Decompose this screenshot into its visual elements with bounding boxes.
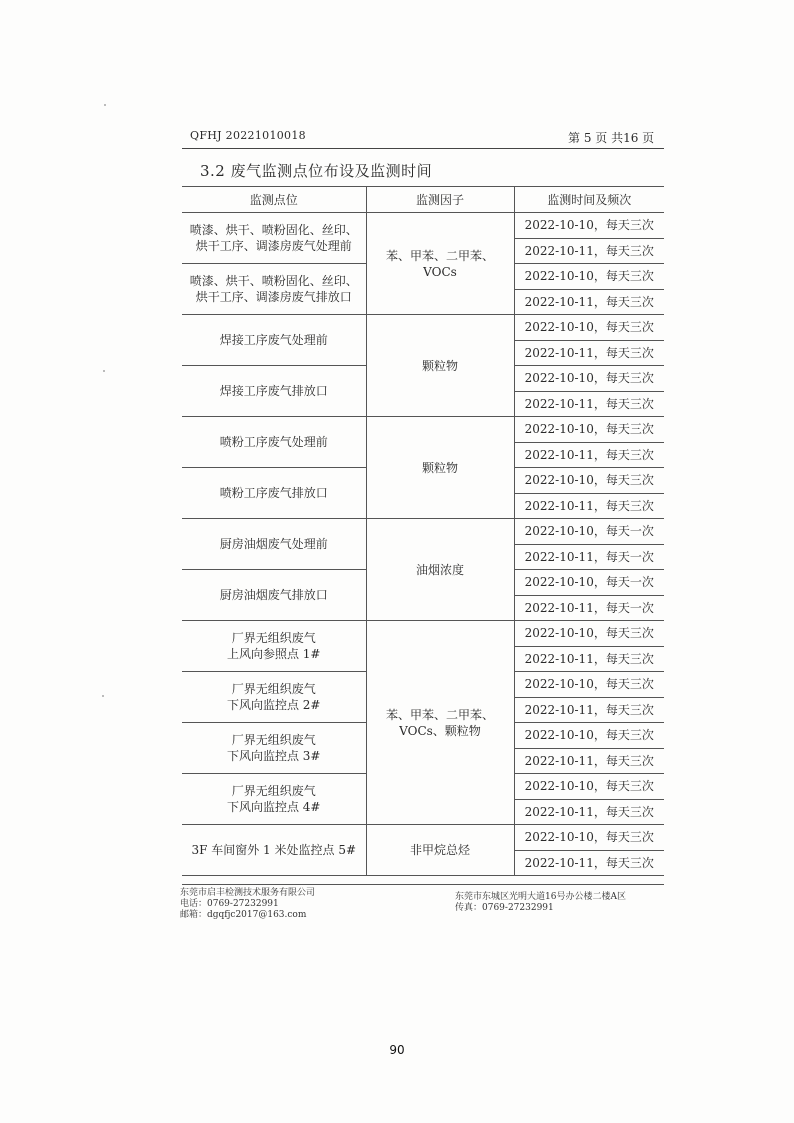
footer-company: 东莞市启丰检测技术服务有限公司 <box>180 888 316 898</box>
monitoring-point-cell: 厨房油烟废气排放口 <box>182 570 366 621</box>
monitoring-point-cell: 喷漆、烘干、喷粉固化、丝印、烘干工序、调漆房废气排放口 <box>182 264 366 315</box>
header-rule <box>182 148 664 149</box>
monitoring-point-cell: 焊接工序废气处理前 <box>182 315 366 366</box>
section-title: 3.2 废气监测点位布设及监测时间 <box>200 162 433 180</box>
monitoring-time-cell: 2022-10-11，每天三次 <box>514 442 664 468</box>
monitoring-time-cell: 2022-10-11，每天一次 <box>514 544 664 570</box>
page-info: 第 5 页 共16 页 <box>568 131 655 145</box>
table-body <box>182 213 664 876</box>
monitoring-time-cell: 2022-10-11，每天三次 <box>514 646 664 672</box>
footer-address: 东莞市东城区光明大道16号办公楼二楼A区 <box>455 892 626 902</box>
monitoring-point-cell: 厂界无组织废气 上风向参照点 1# <box>182 621 366 672</box>
monitoring-time-cell: 2022-10-11，每天三次 <box>514 799 664 825</box>
monitoring-factor-cell: 苯、甲苯、二甲苯、VOCs、颗粒物 <box>366 621 514 825</box>
document-code: QFHJ 20221010018 <box>190 129 306 142</box>
table-row <box>182 825 664 851</box>
table-row <box>182 621 664 647</box>
monitoring-time-cell: 2022-10-10，每天一次 <box>514 519 664 545</box>
monitoring-time-cell: 2022-10-10，每天一次 <box>514 570 664 596</box>
footer-rule <box>182 884 664 885</box>
monitoring-point-cell: 厂界无组织废气 下风向监控点 2# <box>182 672 366 723</box>
monitoring-time-cell: 2022-10-11，每天三次 <box>514 238 664 264</box>
monitoring-time-cell: 2022-10-11，每天三次 <box>514 391 664 417</box>
monitoring-factor-cell: 非甲烷总烃 <box>366 825 514 876</box>
monitoring-time-cell: 2022-10-10，每天三次 <box>514 366 664 392</box>
monitoring-time-cell: 2022-10-10，每天三次 <box>514 264 664 290</box>
monitoring-time-cell: 2022-10-10，每天三次 <box>514 621 664 647</box>
monitoring-point-cell: 厨房油烟废气处理前 <box>182 519 366 570</box>
monitoring-point-cell: 喷粉工序废气处理前 <box>182 417 366 468</box>
column-header: 监测因子 <box>366 187 514 213</box>
column-header: 监测点位 <box>182 187 366 213</box>
table-row <box>182 519 664 545</box>
monitoring-point-cell: 厂界无组织废气 下风向监控点 3# <box>182 723 366 774</box>
monitoring-point-cell: 3F 车间窗外 1 米处监控点 5# <box>182 825 366 876</box>
monitoring-time-cell: 2022-10-11，每天一次 <box>514 595 664 621</box>
page-number: 90 <box>389 1043 405 1057</box>
table-header-row <box>182 187 664 213</box>
monitoring-time-cell: 2022-10-11，每天三次 <box>514 289 664 315</box>
monitoring-factor-cell: 苯、甲苯、二甲苯、VOCs <box>366 213 514 315</box>
monitoring-point-cell: 喷粉工序废气排放口 <box>182 468 366 519</box>
monitoring-time-cell: 2022-10-10，每天三次 <box>514 315 664 341</box>
table-row <box>182 315 664 341</box>
monitoring-time-cell: 2022-10-10，每天三次 <box>514 672 664 698</box>
column-header: 监测时间及频次 <box>514 187 664 213</box>
footer-email: 邮箱：dgqfjc2017@163.com <box>180 910 307 920</box>
monitoring-time-cell: 2022-10-11，每天三次 <box>514 748 664 774</box>
monitoring-time-cell: 2022-10-10，每天三次 <box>514 213 664 239</box>
monitoring-time-cell: 2022-10-11，每天三次 <box>514 850 664 876</box>
footer-phone: 电话：0769-27232991 <box>180 899 279 909</box>
monitoring-factor-cell: 油烟浓度 <box>366 519 514 621</box>
monitoring-time-cell: 2022-10-11，每天三次 <box>514 697 664 723</box>
monitoring-time-cell: 2022-10-10，每天三次 <box>514 417 664 443</box>
scan-speck <box>102 695 104 697</box>
monitoring-factor-cell: 颗粒物 <box>366 417 514 519</box>
monitoring-time-cell: 2022-10-10，每天三次 <box>514 468 664 494</box>
monitoring-point-cell: 厂界无组织废气 下风向监控点 4# <box>182 774 366 825</box>
monitoring-point-cell: 焊接工序废气排放口 <box>182 366 366 417</box>
footer-right <box>455 892 626 914</box>
monitoring-table <box>182 186 664 876</box>
monitoring-time-cell: 2022-10-11，每天三次 <box>514 340 664 366</box>
monitoring-time-cell: 2022-10-11，每天三次 <box>514 493 664 519</box>
monitoring-time-cell: 2022-10-10，每天三次 <box>514 774 664 800</box>
table-row <box>182 417 664 443</box>
monitoring-time-cell: 2022-10-10，每天三次 <box>514 825 664 851</box>
footer-fax: 传真：0769-27232991 <box>455 903 554 913</box>
monitoring-time-cell: 2022-10-10，每天三次 <box>514 723 664 749</box>
monitoring-factor-cell: 颗粒物 <box>366 315 514 417</box>
scan-speck <box>104 104 106 106</box>
table-row <box>182 213 664 239</box>
footer-left <box>180 888 315 921</box>
monitoring-point-cell: 喷漆、烘干、喷粉固化、丝印、烘干工序、调漆房废气处理前 <box>182 213 366 264</box>
scan-speck <box>103 370 105 372</box>
